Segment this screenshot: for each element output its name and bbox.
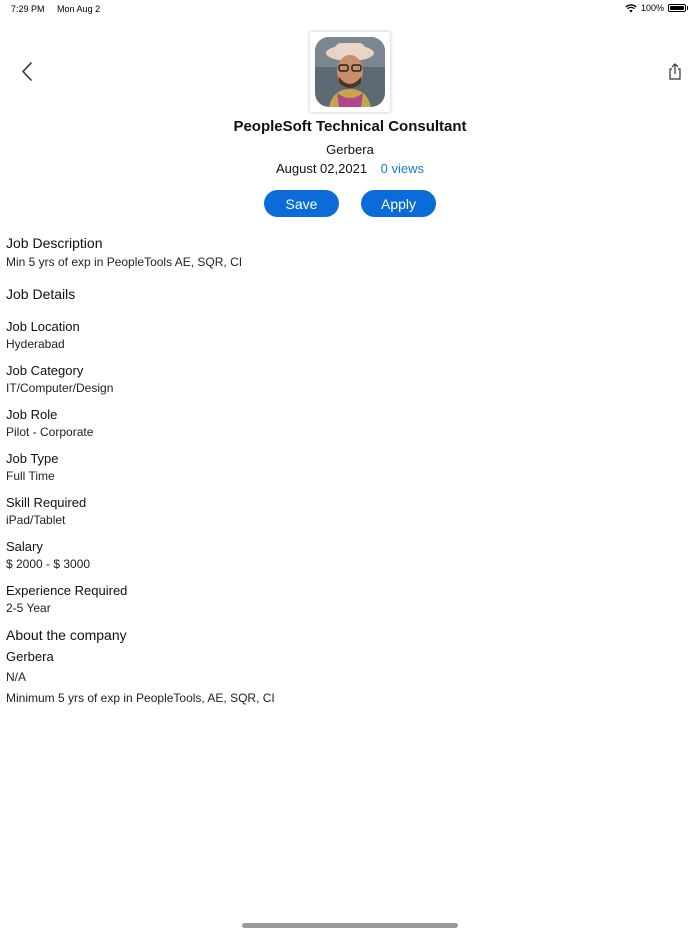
battery-tip	[687, 6, 688, 10]
job-meta	[0, 161, 700, 176]
battery-percent: 100%	[640, 3, 664, 13]
field-label: Job Role	[6, 407, 58, 422]
field-label: Experience Required	[6, 583, 128, 598]
avatar-image	[315, 37, 385, 107]
field-value: $ 2000 - $ 3000	[6, 557, 91, 571]
field-label: Salary	[6, 539, 43, 554]
job-content	[6, 234, 686, 706]
field-salary	[6, 538, 686, 572]
about-heading: About the company	[6, 627, 127, 643]
about-line-1: N/A	[6, 670, 27, 684]
person-illustration	[315, 37, 385, 107]
field-label: Job Location	[6, 319, 80, 334]
field-value: Full Time	[6, 469, 55, 483]
save-button[interactable]: Save	[264, 190, 339, 217]
field-job-category	[6, 362, 686, 396]
field-job-role	[6, 406, 686, 440]
status-left	[11, 4, 110, 14]
job-title: PeopleSoft Technical Consultant	[233, 118, 467, 135]
field-job-type	[6, 450, 686, 484]
about-line-2: Minimum 5 yrs of exp in PeopleTools, AE, SQR, CI	[6, 691, 275, 705]
back-button[interactable]	[16, 60, 40, 84]
status-date: Mon Aug 2	[57, 4, 101, 14]
share-button[interactable]	[664, 61, 686, 83]
wifi-icon	[625, 4, 637, 13]
about-company-name: Gerbera	[6, 649, 54, 664]
details-heading: Job Details	[6, 286, 76, 302]
status-right	[625, 3, 688, 13]
posted-date: August 02,2021	[275, 161, 368, 176]
field-experience-required	[6, 582, 686, 616]
status-bar	[0, 0, 700, 18]
battery-icon	[668, 4, 686, 12]
home-indicator	[242, 923, 458, 928]
field-job-location	[6, 318, 686, 352]
company-logo	[310, 32, 390, 112]
job-header	[0, 118, 700, 158]
field-skill-required	[6, 494, 686, 528]
apply-button[interactable]: Apply	[361, 190, 436, 217]
company-name: Gerbera	[326, 142, 374, 157]
description-text: Min 5 yrs of exp in PeopleTools AE, SQR, CI	[6, 255, 243, 269]
status-time: 7:29 PM	[11, 4, 45, 14]
views-link[interactable]: 0 views	[380, 161, 425, 176]
field-label: Skill Required	[6, 495, 87, 510]
field-label: Job Category	[6, 363, 84, 378]
share-icon	[664, 61, 686, 83]
field-value: 2-5 Year	[6, 601, 51, 615]
field-label: Job Type	[6, 451, 59, 466]
field-value: Pilot - Corporate	[6, 425, 94, 439]
field-value: iPad/Tablet	[6, 513, 66, 527]
description-heading: Job Description	[6, 235, 103, 251]
chevron-left-icon	[16, 60, 40, 84]
field-value: IT/Computer/Design	[6, 381, 114, 395]
field-value: Hyderabad	[6, 337, 65, 351]
